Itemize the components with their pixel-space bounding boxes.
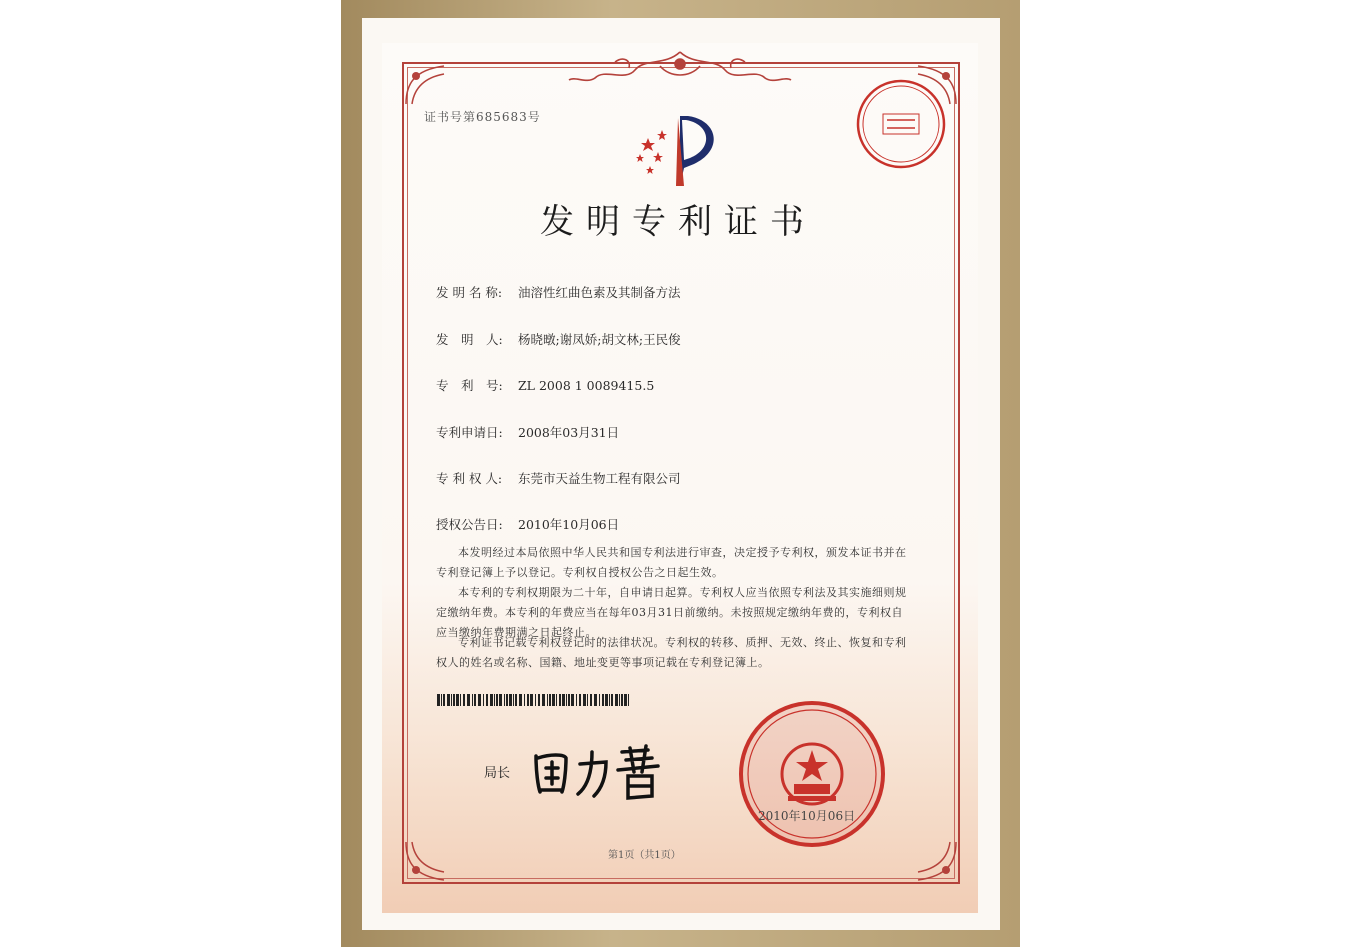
field-value: 2008年03月31日 — [518, 425, 620, 440]
top-ornament-icon — [565, 48, 795, 84]
certificate-title: 发明专利证书 — [540, 202, 816, 242]
certificate-paragraph: 本专利的专利权期限为二十年，自申请日起算。专利权人应当依照专利法及其实施细则规定缴纳年费。本专利的年费应当在每年03月31日前缴纳。未按照规定缴纳年费的，专利权自应当缴纳年费期满之日起终止。 — [436, 586, 907, 639]
field-value: 油溶性红曲色素及其制备方法 — [518, 285, 681, 300]
field-patentee — [436, 469, 681, 487]
barcode-icon — [437, 694, 630, 706]
field-label: 发 明 人: — [436, 332, 503, 347]
field-label: 授权公告日: — [436, 517, 503, 532]
seal-date: 2010年10月06日 — [758, 809, 856, 823]
sipo-logo-icon — [628, 110, 728, 190]
field-value: 2010年10月06日 — [518, 517, 620, 532]
national-ipa-seal-icon — [738, 700, 886, 848]
field-label: 专 利 权 人: — [436, 471, 503, 486]
certificate-number: 证书号第685683号 — [424, 110, 541, 124]
certificate-paragraph: 本发明经过本局依照中华人民共和国专利法进行审查，决定授予专利权，颁发本证书并在专利登记簿上予以登记。专利权自授权公告之日起生效。 — [436, 546, 907, 579]
agency-seal-icon — [855, 78, 947, 170]
field-grant-date — [436, 515, 619, 533]
field-patent-number — [436, 376, 654, 394]
corner-ornament-icon — [404, 838, 448, 882]
field-value: 杨晓暾;谢凤娇;胡文林;王民俊 — [518, 332, 681, 347]
certificate-paragraph: 专利证书记载专利权登记时的法律状况。专利权的转移、质押、无效、终止、恢复和专利权人的姓名或名称、国籍、地址变更等事项记载在专利登记簿上。 — [436, 636, 907, 669]
field-label: 专利申请日: — [436, 425, 503, 440]
field-value: ZL 2008 1 0089415.5 — [518, 378, 655, 393]
field-inventors — [436, 330, 681, 348]
field-invention-name — [436, 283, 681, 301]
page-number: 第1页（共1页） — [608, 850, 681, 861]
corner-ornament-icon — [404, 64, 448, 108]
director-label: 局长 — [484, 766, 511, 781]
corner-ornament-icon — [914, 838, 958, 882]
director-signature — [530, 742, 670, 802]
field-value: 东莞市天益生物工程有限公司 — [518, 471, 681, 486]
field-label: 发 明 名 称: — [436, 285, 503, 300]
field-application-date — [436, 423, 619, 441]
field-label: 专 利 号: — [436, 378, 503, 393]
